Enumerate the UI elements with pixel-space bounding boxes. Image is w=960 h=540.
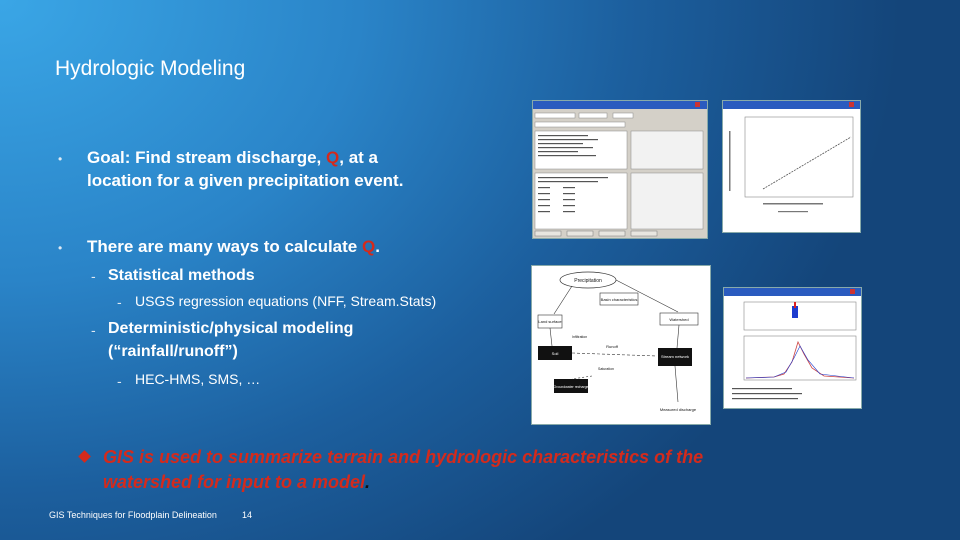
sub-bullet-deterministic-line2: (“rainfall/runoff”)	[108, 343, 238, 360]
diamond-bullet-icon	[78, 450, 91, 463]
diagram-soil-label: Soil	[551, 351, 559, 356]
bullet-marker: •	[58, 152, 63, 166]
bullet-goal-text-b: , at a	[339, 148, 378, 167]
sub-sub-bullet-usgs: USGS regression equations (NFF, Stream.Stats)	[135, 293, 437, 309]
diagram-basin-label: Basin characteristics	[600, 297, 638, 302]
bullet-marker: •	[58, 241, 63, 255]
diagram-groundwater-label: Groundwater recharge	[553, 385, 589, 389]
hydrograph-screenshot	[723, 287, 862, 409]
diagram-infiltration-label: Infiltration	[572, 335, 588, 339]
sub-sub-bullet-marker: -	[117, 373, 122, 389]
sub-bullet-deterministic	[108, 317, 353, 363]
bullet-ways-text-a: There are many ways to calculate	[87, 237, 362, 256]
nff-window-graphic	[533, 101, 707, 238]
sub-bullet-deterministic-line1: Deterministic/physical modeling	[108, 320, 354, 337]
sub-bullet-marker: -	[91, 268, 96, 284]
gis-note-text: GIS is used to summarize terrain and hydrologic characteristics of the watershed for input to a model	[103, 447, 704, 492]
diagram-measured-label: Measured discharge	[659, 407, 697, 412]
process-diagram	[531, 265, 711, 425]
gis-note	[103, 445, 763, 495]
bullet-goal-line2: location for a given precipitation event.	[87, 171, 404, 190]
sub-sub-bullet-marker: -	[117, 294, 122, 310]
gis-note-period: .	[365, 472, 371, 492]
diagram-saturation-label: Saturation	[598, 367, 614, 371]
footer-title: GIS Techniques for Floodplain Delineation	[49, 510, 217, 520]
diagram-precip-label: Precipitation	[574, 278, 602, 284]
sub-sub-bullet-hec: HEC-HMS, SMS, …	[135, 371, 261, 387]
slide-title: Hydrologic Modeling	[55, 57, 246, 80]
bullet-ways-text-b: .	[375, 237, 380, 256]
process-diagram-graphic	[532, 266, 710, 424]
bullet-goal-text-a: Goal: Find stream discharge,	[87, 148, 327, 167]
diagram-land-label: Land surface	[538, 319, 562, 324]
sub-bullet-marker: -	[91, 322, 96, 338]
frequency-plot-screenshot	[722, 100, 861, 233]
bullet-goal	[87, 146, 507, 192]
diagram-runoff-label: Runoff	[606, 344, 618, 349]
diagram-stream-label: Stream network	[660, 354, 690, 359]
diagram-watershed-label: Watershed	[669, 317, 689, 322]
q-symbol: Q	[326, 148, 340, 167]
nff-window-screenshot	[532, 100, 708, 239]
q-symbol: Q	[361, 237, 376, 256]
footer-page-number: 14	[242, 510, 253, 520]
bullet-ways	[87, 235, 380, 258]
sub-bullet-statistical: Statistical methods	[108, 267, 255, 284]
frequency-plot-graphic	[723, 101, 860, 232]
hydrograph-graphic	[724, 288, 861, 408]
